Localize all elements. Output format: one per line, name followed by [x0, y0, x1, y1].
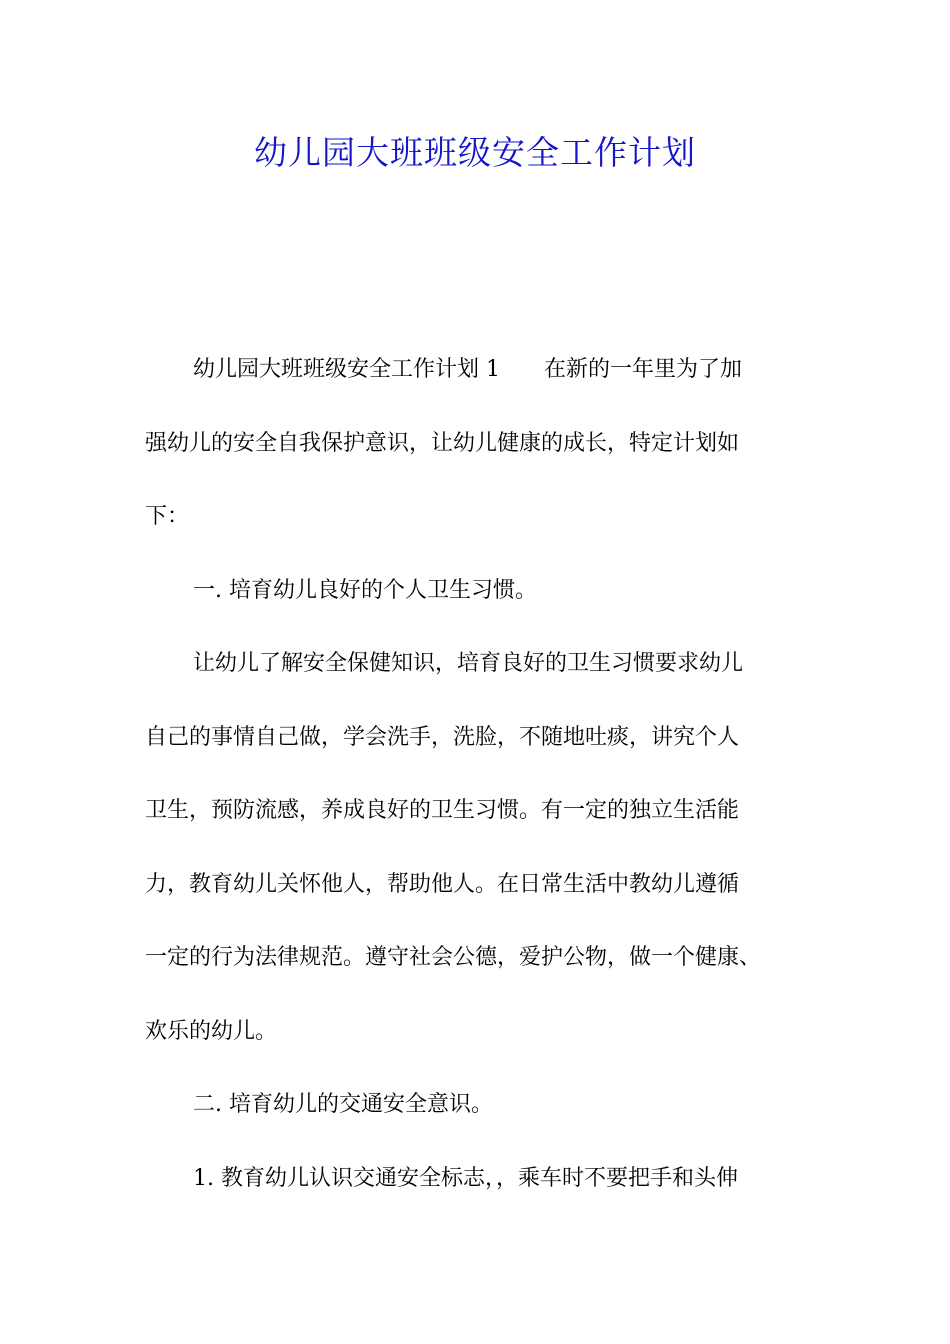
- paragraph-line: 卫生，预防流感，养成良好的卫生习惯。有一定的独立生活能: [145, 798, 740, 823]
- section-heading: 一. 培育幼儿良好的个人卫生习惯。: [193, 577, 537, 603]
- paragraph-line: 1. 教育幼儿认识交通安全标志，，乘车时不要把手和头伸: [193, 1165, 738, 1191]
- paragraph-line: [145, 333, 815, 407]
- paragraph-line: 自己的事情自己做，学会洗手，洗脸，不随地吐痰，讲究个人: [145, 724, 740, 750]
- section-heading-inline: 幼儿园大班班级安全工作计划 1: [193, 357, 500, 382]
- paragraph-line: 强幼儿的安全自我保护意识，让幼儿健康的成长，特定计划如: [145, 430, 740, 456]
- document-title: 幼儿园大班班级安全工作计划: [254, 133, 696, 172]
- paragraph-line: 力，教育幼儿关怀他人，帮助他人。在日常生活中教幼儿遵循: [145, 871, 740, 897]
- paragraph-line: 一定的行为法律规范。遵守社会公德，爱护公物，做一个健康、: [145, 945, 762, 970]
- paragraph-text: 在新的一年里为了加: [544, 357, 743, 382]
- paragraph-line: 下：: [145, 504, 190, 529]
- paragraph-line: 欢乐的幼儿。: [145, 1018, 278, 1044]
- section-heading: 二. 培育幼儿的交通安全意识。: [193, 1092, 493, 1117]
- paragraph-line: 让幼儿了解安全保健知识，培育良好的卫生习惯要求幼儿: [193, 651, 744, 676]
- document-body: [145, 333, 815, 1215]
